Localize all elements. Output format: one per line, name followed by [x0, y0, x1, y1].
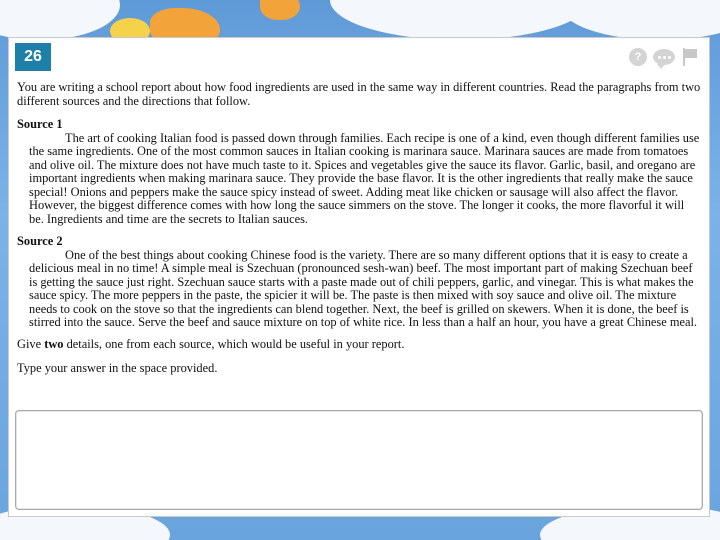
flag-icon[interactable]	[681, 48, 699, 66]
source-2-text: One of the best things about cooking Chinese food is the variety. There are so many different options that it is easy to create a delicious meal in no time! A simple meal is Szechuan (pronounced sesh-wan) beef. The most important part of making Szechuan beef is getting the sauce just right. Szechuan sauce starts with a paste made out of chili peppers, garlic, and vinegar. This is what makes the sauce spicy. The more peppers in the paste, the spicier it will be. The paste is then mixed with soy sauce and olive oil. The mixture needs to cook on the stove so that the ingredients can blend together. Next, the beef is grilled on skewers. When it is done, the beef is stirred into the sauce. Serve the beef and sauce mixture on top of white rice. In less than a half an hour, you have a great Chinese meal.	[29, 247, 698, 329]
question-content	[17, 81, 701, 376]
question-prompt	[17, 338, 701, 352]
source-2-heading: Source 2	[17, 234, 63, 248]
help-icon[interactable]: ?	[629, 48, 647, 66]
question-number: 26	[15, 43, 51, 71]
answer-textbox[interactable]	[15, 410, 703, 510]
answer-instruction: Type your answer in the space provided.	[17, 361, 218, 375]
prompt-before: Give	[17, 336, 45, 351]
prompt-emphasis: two	[44, 336, 64, 351]
source-1-heading: Source 1	[17, 117, 63, 131]
speech-bubble-icon[interactable]	[653, 49, 675, 65]
question-panel	[8, 37, 710, 517]
question-intro: You are writing a school report about how food ingredients are used in the same way in different countries. Read the paragraphs from two different sources and the directions that follow.	[17, 80, 701, 108]
prompt-after: details, one from each source, which would be useful in your report.	[63, 336, 405, 351]
source-1-text: The art of cooking Italian food is passed down through families. Each recipe is one of a kind, even though different families use the same ingredients. One of the most common sauces in Italian cooking is marinara sauce. Marinara sauces are made from tomatoes and olive oil. The mixture does not have much taste to it. Spices and vegetables give the sauce its flavor. Garlic, basil, and oregano are important ingredients when making marinara sauce. They provide the base flavor. It is the other ingredients that really make the sauce special! Onions and peppers make the sauce spicy instead of sweet. Adding meat like chicken or sausage will also affect the flavor. However, the biggest difference comes with how long the sauce simmers on the stove. The longer it cooks, the more flavorful it will be. Ingredients and time are the secrets to Italian sauces.	[29, 130, 700, 226]
question-toolbar	[629, 48, 699, 66]
